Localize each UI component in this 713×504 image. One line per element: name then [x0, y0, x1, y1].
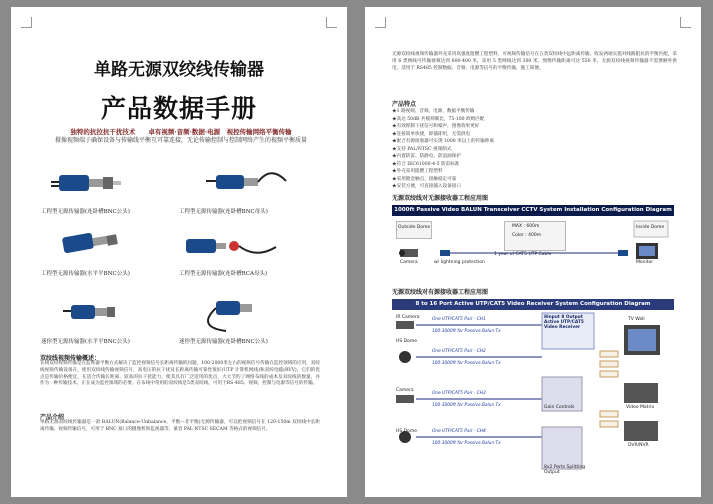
diagram-heading: 无源双绞线对有源接收器工程应用图 — [392, 289, 489, 296]
monitor-label: Monitor — [636, 260, 654, 265]
gain-label: Gain Controls — [544, 405, 575, 410]
balun-image-mini-vertical — [176, 287, 296, 335]
features-heading: 产品特点 — [392, 101, 417, 108]
section-body: 单路无源双绞线传输器是一款 BALUN(Balance-Unbalance，平衡—非平衡)无源传输器，可以把视频信号在 120-150m 双绞线中长距离传输，视频传输信号，可用于 BNC 接口的摄像机和监视器等，兼容 PAL NTSC SECAM 等格式的视频信号。 — [40, 420, 320, 432]
section-heading: 产品介绍 — [40, 414, 65, 421]
intro-paragraph: 无源双绞线视频传输器外壳采用高强度阻燃工程塑料，可视频传输信号在五类双绞线中远距离传输，收发两端实施对线路阻抗的平衡匹配，采用 6 类网线可传输视频达到 600-400 米，采用 5 类网线达到 300 米。图像传输距离可达 550 米，无源双绞线视频传输器不需要额外供电，适用于 RS485 控制数据、音频、电源等信号的平衡传输，施工简便。 — [392, 52, 677, 71]
balun-image-bnc-male-2 — [41, 219, 161, 267]
channel-label: One UTP/CAT5 Pair - CH4 — [432, 429, 486, 434]
max-distance: MAX : 600m — [512, 224, 540, 229]
hs-dome-label: HS Dome — [396, 429, 418, 434]
feature-item: ★ 高达 50dB 共模抑制比，75-100 欧姆匹配 — [392, 116, 677, 124]
image-caption: 迷你型无源传输器(水平平BNC公头) — [41, 339, 130, 345]
feature-item: ★ 安装方便，可直接插入设备接口 — [392, 183, 677, 191]
balun-tx-icon — [440, 250, 450, 256]
balun-rx-icon — [618, 250, 628, 256]
cable-label: 1 year of CAT5 UTP Cable — [494, 252, 552, 257]
protection-label: w/ lightning protection — [434, 260, 485, 265]
channel-label: One UTP/CAT5 Pair - CH1 — [432, 317, 486, 322]
product-title: 单路无源双绞线传输器 — [94, 60, 264, 80]
crop-mark — [680, 17, 691, 28]
feature-item: ★ 符合 IEC61000-4-5 防雷标准 — [392, 161, 677, 169]
splitting-label: 8x2 Ports Splitting Output — [544, 465, 586, 475]
feature-item: ★ 支持 PAL/NTSC 视频制式 — [392, 146, 677, 154]
tv-wall-label: TV Wall — [628, 317, 645, 322]
distance-label: 100-3000ft for Passive Balun Tx — [432, 441, 501, 446]
feature-item: ★ 外壳采用阻燃工程塑料 — [392, 168, 677, 176]
tagline: 独特的抗拉抗干扰技术 卓有视频·音频·数据·电源 视控传输网络平衡传输 — [70, 128, 292, 136]
feature-list — [392, 108, 677, 191]
document-page-right — [365, 7, 701, 497]
camera-label: Camera — [400, 260, 418, 265]
feature-item: ★ 1 路视频、音频、电源、数据平衡传输 — [392, 108, 677, 116]
balun-image-mini-horizontal — [41, 287, 161, 335]
video-matrix-label: Video Matrix — [626, 405, 655, 410]
feature-item: ★ 有效抑制干扰信号和噪声，图像效果更好 — [392, 123, 677, 131]
document-page-left — [11, 7, 347, 497]
diagram1-graphics — [392, 217, 674, 277]
balun-image-rca-female — [176, 219, 296, 267]
image-caption: 工程型无源传输器(连卧槽BNC母头) — [179, 209, 268, 215]
outside-dome-label: Outside Dome — [398, 225, 431, 230]
hs-dome-label: HS Dome — [396, 339, 418, 344]
crop-mark — [21, 17, 32, 28]
diagram-heading: 无源双绞线对无源接收器工程应用图 — [392, 195, 489, 202]
image-caption: 工程型无源传输器(连卧槽BNC公头) — [41, 209, 130, 215]
active-system-diagram — [392, 299, 674, 479]
diagram-header: 1000ft Passive Video BALUN Transceiver CCTV System Installation Configuration Diagram — [392, 205, 674, 216]
distance-label: 100-3000ft for Passive Balun Tx — [432, 329, 501, 334]
section-heading: 双绞线视频传输概述： — [40, 355, 101, 362]
section-body: 长线双绞视频传输是在监视器平衡方式解决了监控视频信号长距离传输的问题，100-2000米左右的视频信号传输在监控领域的应用，双绞线视频传输设备在，使用双绞线传输视频信号，高电压的抗干扰及长距离传输可靠性很好(UTP 计算机网线)和双绞电缆(RVV)，它们的优点是传输价格便宜，在适合传输长距离，较高的抗干扰能力，使其具有广泛适用的优点，大大节约了网络布线的成本及双绞线的数量，并作为一种传输技术，正在成为监控领域的必要。在布线中常用的双绞线是5类双绞线。可用于RS-485、视频、控制与电源等信号的传输。 — [40, 361, 320, 387]
feature-item: ★ 连接简单快捷，即插即用，无需供电 — [392, 131, 677, 139]
balun-image-bnc-male-1 — [41, 155, 161, 203]
crop-mark — [375, 17, 386, 28]
balun-image-bnc-female-1 — [176, 155, 296, 203]
distance-label: 100-3000ft for Passive Balun Tx — [432, 403, 501, 408]
diagram-header: 8 to 16 Port Active UTP/CAT5 Video Receiver System Configuration Diagram — [392, 299, 674, 310]
channel-label: One UTP/CAT5 Pair - CH3 — [432, 391, 486, 396]
distance-label: 100-3000ft for Passive Balun Tx — [432, 361, 501, 366]
camera-label: Camera — [396, 388, 414, 393]
feature-item: ★ 采用镀金触点、接触稳定可靠 — [392, 176, 677, 184]
ir-camera-label: IR Camera — [396, 315, 420, 320]
document-title: 产品数据手册 — [100, 94, 257, 123]
feature-item: ★ 配合有源接收器可实现 1000 米以上的传输距离 — [392, 138, 677, 146]
dvr-label: DVR/NVR — [628, 443, 649, 448]
crop-mark — [326, 17, 337, 28]
image-caption: 工程型无源传输器(连卧槽RCA母头) — [179, 271, 268, 277]
image-caption: 迷你型无源传输器(连卧槽BNC公头) — [179, 339, 268, 345]
image-caption: 工程型无源传输器(水平平BNC公头) — [41, 271, 130, 277]
color-distance: Color : 400m — [512, 233, 542, 238]
intro-text: 摄像视频端子确保设备与传输线平衡互可靠连接，无论传输控制与控制网络产生的视频平衡质量 — [54, 137, 307, 144]
receiver-label: 8Input 8 Output Active UTP/CAT5 Video Receiver — [544, 315, 584, 330]
channel-label: One UTP/CAT5 Pair - CH2 — [432, 349, 486, 354]
inside-dome-label: Inside Dome — [636, 225, 665, 230]
feature-item: ★ 内置防雷、防静电、防浪涌保护 — [392, 153, 677, 161]
passive-system-diagram — [392, 205, 674, 277]
